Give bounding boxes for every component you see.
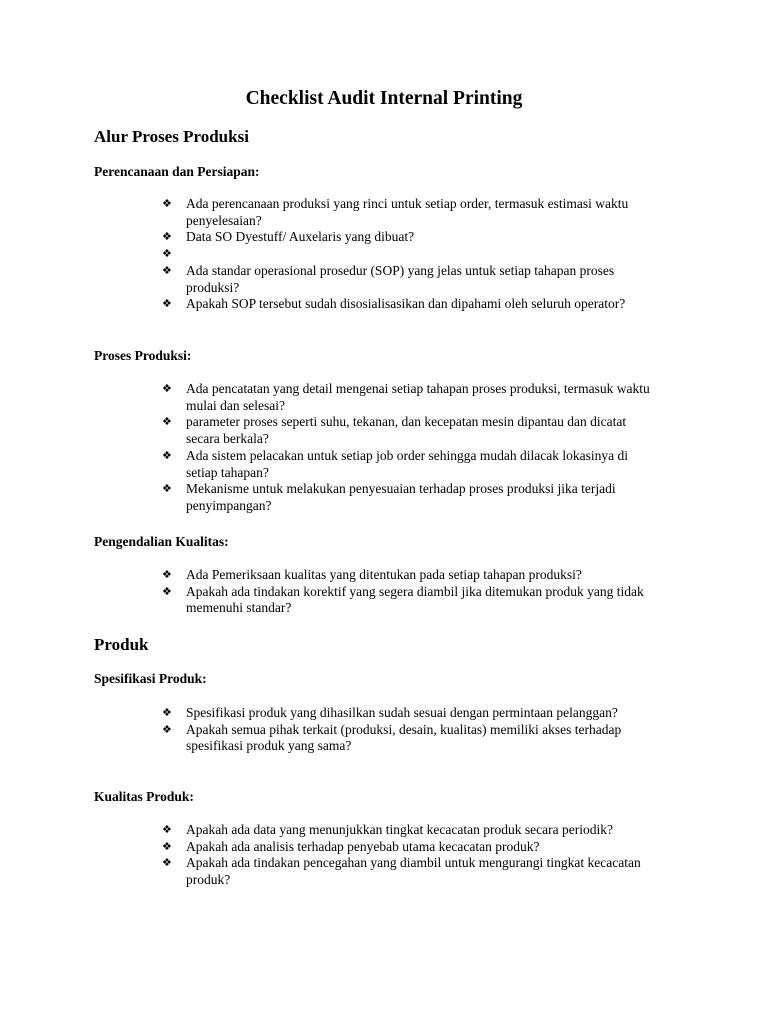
list-item: ❖ parameter proses seperti suhu, tekanan, dan kecepatan mesin dipantau dan dicatat secara berkala?: [162, 414, 627, 447]
section-heading-alur-proses-produksi: Alur Proses Produksi: [94, 127, 249, 146]
document-title: Checklist Audit Internal Printing: [245, 88, 523, 109]
subsection-heading-proses-produksi: Proses Produksi:: [94, 348, 192, 363]
diamond-bullet-icon: ❖: [162, 297, 172, 311]
diamond-bullet-icon: ❖: [162, 584, 172, 598]
diamond-bullet-icon: ❖: [162, 722, 172, 736]
list-item: ❖ Apakah SOP tersebut sudah disosialisasikan dan dipahami oleh seluruh operator?: [162, 296, 626, 312]
list-item: ❖ Apakah ada tindakan pencegahan yang diambil untuk mengurangi tingkat kecacatan produk?: [162, 855, 641, 888]
list-item: ❖ Ada perencanaan produksi yang rinci untuk setiap order, termasuk estimasi waktu penyelesaian?: [162, 196, 629, 228]
diamond-bullet-icon: ❖: [162, 448, 172, 462]
diamond-bullet-icon: ❖: [162, 823, 172, 836]
diamond-bullet-icon: ❖: [162, 706, 172, 719]
list-item: ❖ Apakah ada tindakan korektif yang segera diambil jika ditemukan produk yang tidak memenuhi standar?: [162, 583, 644, 616]
list-item: ❖ Ada standar operasional prosedur (SOP) yang jelas untuk setiap tahapan proses produksi?: [162, 262, 615, 295]
list-item: ❖ Ada Pemeriksaan kualitas yang ditentukan pada setiap tahapan produksi?: [162, 567, 582, 582]
list-item: ❖ Ada pencatatan yang detail mengenai setiap tahapan proses produksi, termasuk waktu mulai dan selesai?: [162, 381, 650, 413]
diamond-bullet-icon: ❖: [162, 856, 172, 870]
subsection-heading-kualitas-produk: Kualitas Produk:: [94, 789, 194, 804]
list-item: [0, 246, 654, 263]
subsection-heading-pengendalian-kualitas: Pengendalian Kualitas:: [94, 534, 229, 549]
section-heading-produk: Produk: [94, 635, 149, 654]
checklist-pengendalian-kualitas: [0, 567, 768, 617]
diamond-bullet-icon: ❖: [162, 568, 172, 581]
checklist-spesifikasi-produk: [0, 705, 768, 755]
list-item: ❖ Mekanisme untuk melakukan penyesuaian terhadap proses produksi jika terjadi penyimpangan?: [162, 481, 616, 513]
list-item: ❖ Ada sistem pelacakan untuk setiap job order sehingga mudah dilacak lokasinya di setiap tahapan?: [162, 447, 628, 480]
list-item: ❖ Apakah ada analisis terhadap penyebab utama kecacatan produk?: [162, 838, 540, 854]
list-item: ❖ Data SO Dyestuff/ Auxelaris yang dibuat?: [162, 229, 415, 245]
diamond-bullet-icon: ❖: [162, 230, 172, 244]
diamond-bullet-icon: ❖: [162, 247, 172, 261]
diamond-bullet-icon: ❖: [162, 839, 172, 853]
diamond-bullet-icon: ❖: [162, 415, 172, 429]
diamond-bullet-icon: ❖: [162, 197, 172, 210]
diamond-bullet-icon: ❖: [162, 382, 172, 395]
diamond-bullet-icon: ❖: [162, 263, 172, 277]
list-item: ❖ Apakah semua pihak terkait (produksi, desain, kualitas) memiliki akses terhadap spesifikasi produk yang sama?: [162, 721, 622, 754]
checklist-perencanaan: [0, 196, 768, 313]
list-item: ❖ Apakah ada data yang menunjukkan tingkat kecacatan produk secara periodik?: [162, 822, 613, 837]
checklist-proses-produksi: [0, 381, 768, 515]
list-item: ❖ Spesifikasi produk yang dihasilkan sudah sesuai dengan permintaan pelanggan?: [162, 705, 618, 720]
subsection-heading-spesifikasi-produk: Spesifikasi Produk:: [94, 671, 207, 686]
subsection-heading-perencanaan: Perencanaan dan Persiapan:: [94, 164, 260, 179]
checklist-kualitas-produk: [0, 822, 768, 889]
diamond-bullet-icon: ❖: [162, 482, 172, 496]
